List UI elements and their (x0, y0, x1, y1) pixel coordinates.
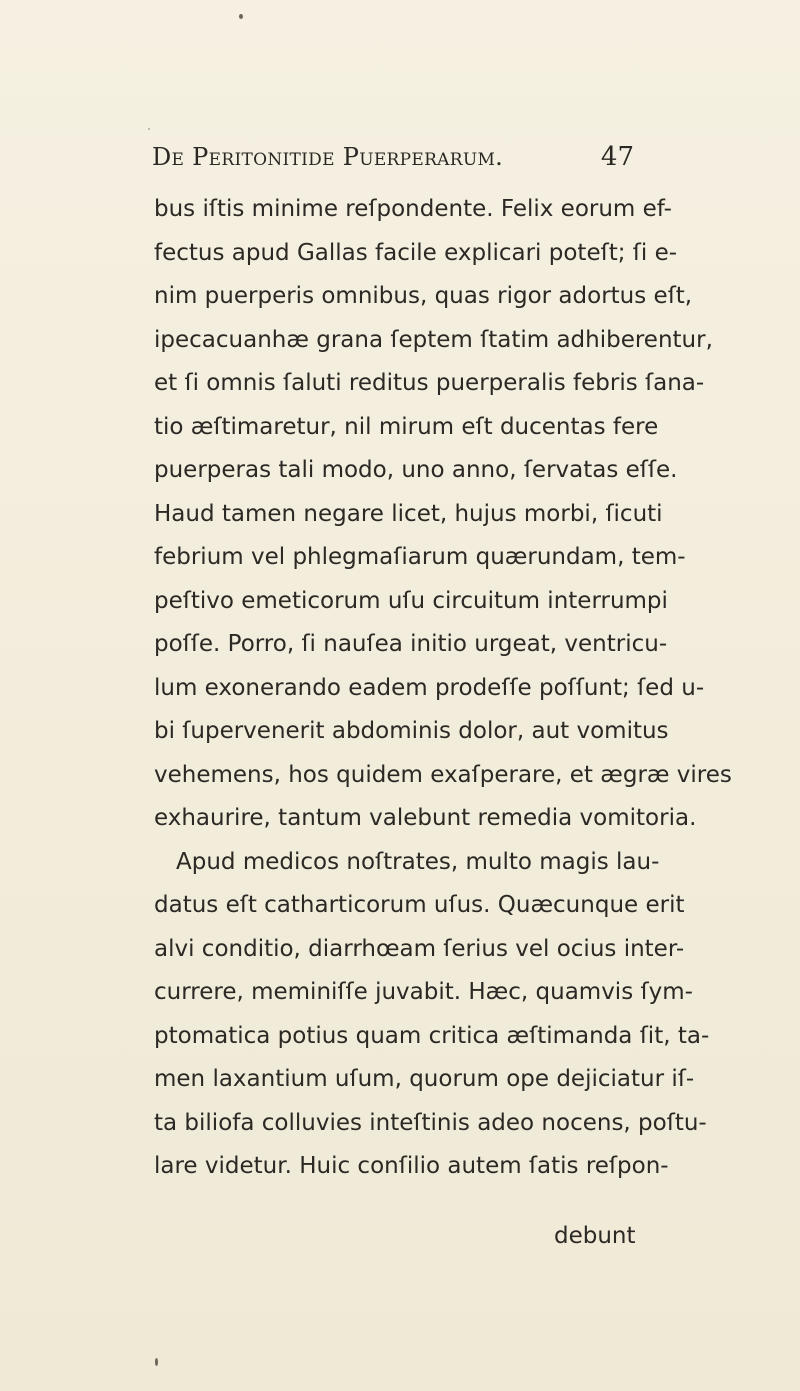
text-line: datus eſt catharticorum uſus. Quæcunque erit (154, 892, 685, 918)
text-line: peſtivo emeticorum uſu circuitum interrumpi (154, 587, 668, 614)
text-line: puerperas tali modo, uno anno, ſervatas eſſe. (154, 457, 678, 483)
ink-speck (148, 128, 150, 130)
text-line: alvi conditio, diarrhœam ſerius vel ocius inter- (154, 935, 685, 962)
ink-speck (239, 14, 243, 19)
running-head (152, 143, 634, 179)
text-line: Haud tamen negare licet, hujus morbi, ſicuti (154, 500, 663, 527)
text-line: febrium vel phlegmaſiarum quærundam, tem- (154, 544, 686, 570)
body-text (154, 188, 732, 1189)
text-line: nim puerperis omnibus, quas rigor adortus eſt, (154, 283, 693, 309)
text-line: vehemens, hos quidem exaſperare, et ægræ vires (154, 761, 732, 788)
text-line: lum exonerando eadem prodeſſe poſſunt; ſed u- (154, 674, 705, 701)
text-line: bi ſupervenerit abdominis dolor, aut vomitus (154, 718, 669, 744)
text-line: currere, meminiſſe juvabit. Hæc, quamvis ſym- (154, 979, 693, 1005)
ink-speck (155, 1358, 158, 1366)
text-line: exhaurire, tantum valebunt remedia vomitoria. (154, 805, 697, 831)
text-line: ipecacuanhæ grana ſeptem ſtatim adhiberentur, (154, 326, 713, 353)
catchword: debunt (554, 1223, 636, 1249)
text-line: ta biliofa colluvies inteſtinis adeo nocens, poſtu- (154, 1109, 707, 1136)
paragraph-start-line: Apud medicos noſtrates, multo magis lau- (176, 848, 660, 875)
text-line: lare videtur. Huic conſilio autem ſatis reſpon- (154, 1153, 669, 1179)
text-line: poſſe. Porro, ſi nauſea initio urgeat, ventricu- (154, 631, 668, 657)
text-line: bus iſtis minime reſpondente. Felix eorum ef- (154, 196, 672, 222)
page-number: 47 (600, 142, 634, 172)
text-line: ptomatica potius quam critica æſtimanda ſit, ta- (154, 1022, 710, 1049)
text-line: fectus apud Gallas facile explicari poteſt; ſi e- (154, 239, 678, 266)
text-line: men laxantium uſum, quorum ope dejiciatur iſ- (154, 1066, 695, 1092)
running-title: De Peritonitide Puerperarum. (152, 143, 504, 171)
text-line: tio æſtimaretur, nil mirum eſt ducentas fere (154, 413, 659, 440)
text-line: et ſi omnis ſaluti reditus puerperalis febris ſana- (154, 370, 705, 396)
